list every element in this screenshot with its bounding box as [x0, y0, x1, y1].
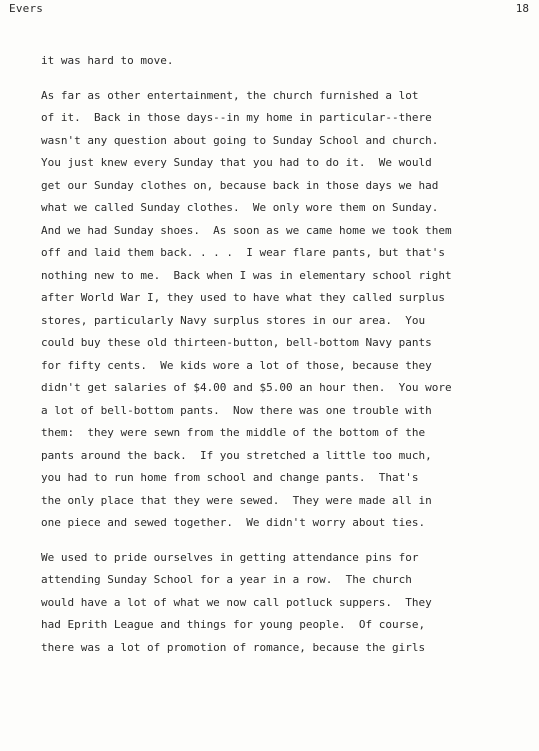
text-line: there was a lot of promotion of romance, because the girls	[41, 640, 426, 654]
text-line: nothing new to me. Back when I was in elementary school right	[41, 268, 452, 282]
text-line: it was hard to move.	[41, 54, 174, 67]
text-line: didn't get salaries of $4.00 and $5.00 an hour then. You wore	[41, 381, 452, 394]
body-text	[41, 50, 521, 659]
text-line: could buy these old thirteen-button, bell-bottom Navy pants	[41, 336, 432, 349]
text-line: We used to pride ourselves in getting attendance pins for	[41, 550, 419, 564]
text-line: As far as other entertainment, the church furnished a lot	[41, 88, 419, 102]
header-name: Evers	[9, 2, 44, 15]
text-line: had Eprith League and things for young people. Of course,	[41, 618, 426, 631]
paragraph	[41, 547, 521, 660]
text-line: off and laid them back. . . . I wear flare pants, but that's	[41, 246, 445, 259]
text-line: stores, particularly Navy surplus stores in our area. You	[41, 313, 426, 327]
text-line: get our Sunday clothes on, because back in those days we had	[41, 178, 439, 192]
text-line: after World War I, they used to have what they called surplus	[41, 291, 445, 304]
paragraph-gap	[41, 535, 521, 547]
text-line: pants around the back. If you stretched a little too much,	[41, 448, 432, 462]
text-line: them: they were sewn from the middle of the bottom of the	[41, 426, 426, 439]
paragraph	[41, 85, 521, 535]
text-line: a lot of bell-bottom pants. Now there was one trouble with	[41, 403, 432, 417]
text-line: for fifty cents. We kids wore a lot of those, because they	[41, 358, 432, 372]
paragraph	[41, 50, 521, 73]
text-line: one piece and sewed together. We didn't worry about ties.	[41, 516, 426, 529]
text-line: of it. Back in those days--in my home in particular--there	[41, 111, 432, 124]
paragraph-gap	[41, 73, 521, 85]
text-line: You just knew every Sunday that you had to do it. We would	[41, 156, 432, 169]
text-line: attending Sunday School for a year in a row. The church	[41, 573, 412, 586]
text-line: wasn't any question about going to Sunday School and church.	[41, 133, 439, 147]
text-line: would have a lot of what we now call potluck suppers. They	[41, 595, 432, 609]
text-line: And we had Sunday shoes. As soon as we came home we took them	[41, 223, 452, 237]
text-line: you had to run home from school and change pants. That's	[41, 471, 419, 484]
text-line: the only place that they were sewed. They were made all in	[41, 493, 432, 507]
text-line: what we called Sunday clothes. We only wore them on Sunday.	[41, 201, 439, 214]
page-number: 18	[515, 2, 529, 15]
